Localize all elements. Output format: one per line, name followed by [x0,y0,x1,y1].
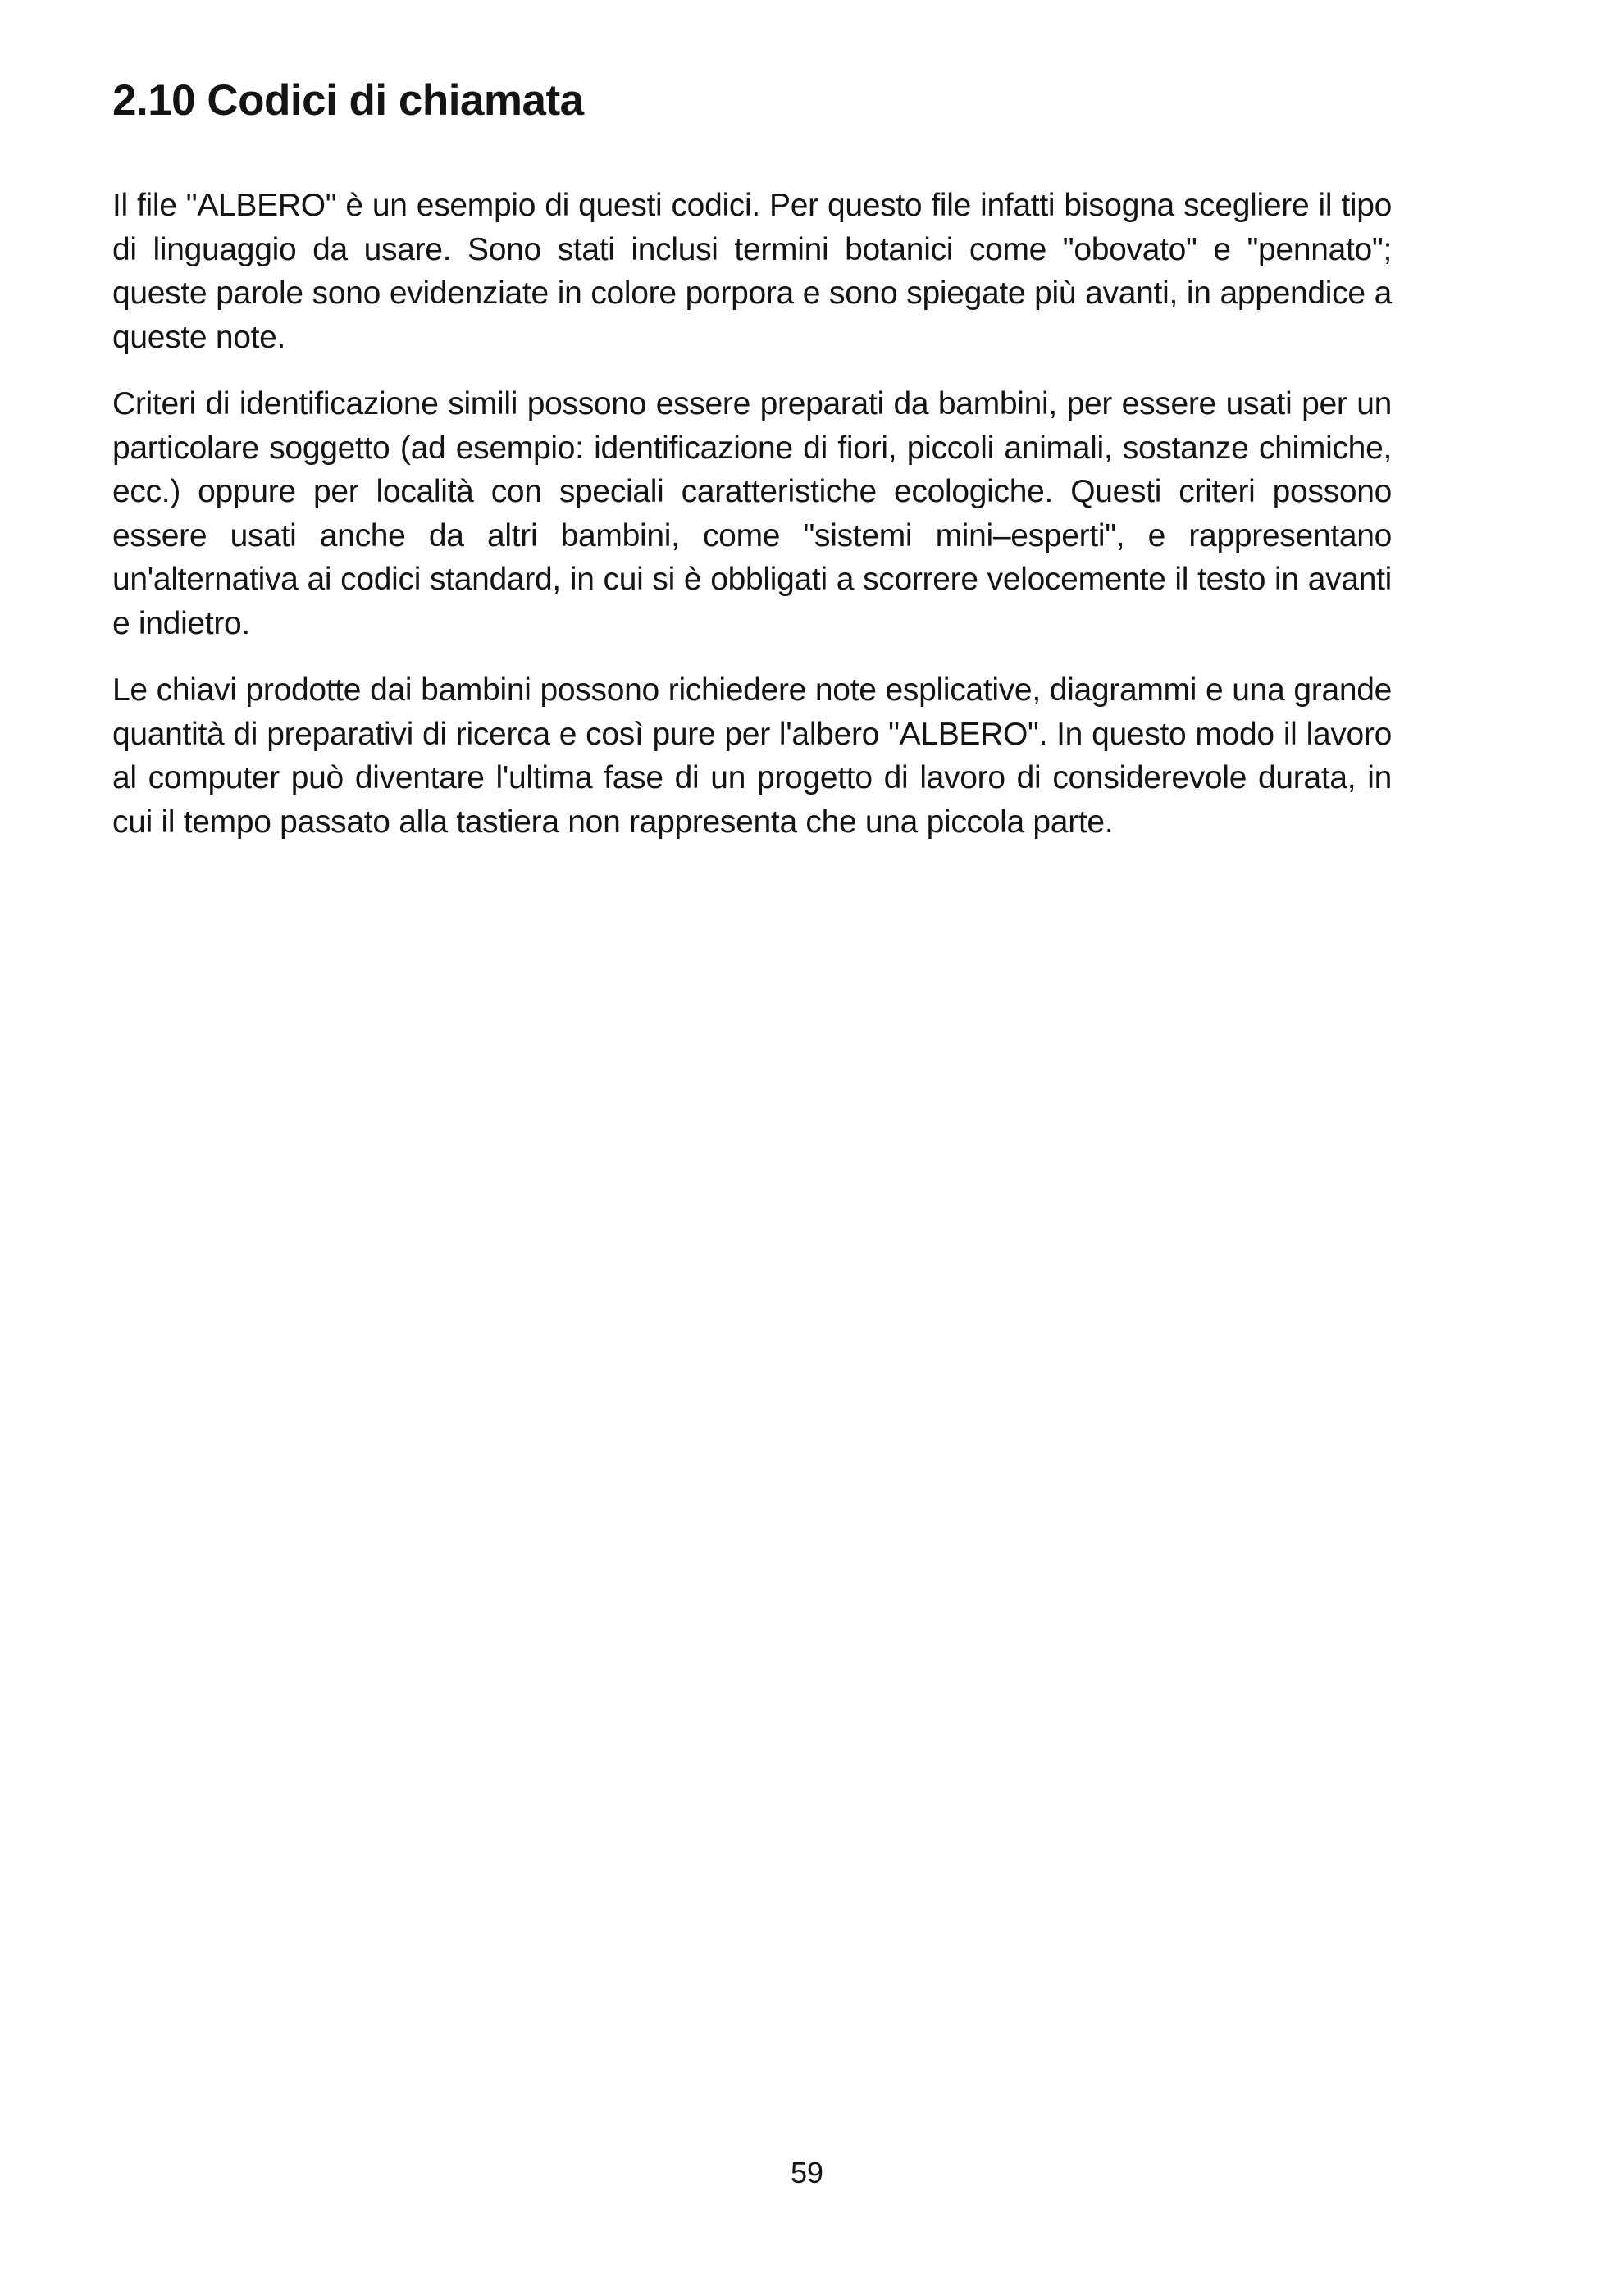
page-number: 59 [790,2156,824,2189]
section-heading: 2.10 Codici di chiamata [112,76,584,125]
paragraph-3: Le chiavi prodotte dai bambini possono richiedere note esplicative, diagrammi e una grande quantità di preparativi di ricerca e così pure per l'albero "ALBERO". In questo modo il lavoro al computer può diventare l'ultima fase di un progetto di lavoro di considerevole durata, in cui il tempo passato alla tastiera non rappresenta che una piccola parte. [112,672,1392,840]
paragraph-1: Il file "ALBERO" è un esempio di questi codici. Per questo file infatti bisogna scegliere il tipo di linguaggio da usare. Sono stati inclusi termini botanici come "obovato" e "pennato"; queste parole sono evidenziate in colore porpora e sono spiegate più avanti, in appendice a queste note. [112,188,1392,355]
paragraph-2: Criteri di identificazione simili possono essere preparati da bambini, per essere usati per un particolare soggetto (ad esempio: identificazione di fiori, piccoli animali, sostanze chimiche, ecc.) oppure per località con speciali caratteristiche ecologiche. Questi criteri possono essere usati anche da altri bambini, come "sistemi mini–esperti", e rappresentano un'alternativa ai codici standard, in cui si è obbligati a scorrere velocemente il testo in avanti e indietro. [112,386,1392,641]
page-content [112,72,1392,867]
